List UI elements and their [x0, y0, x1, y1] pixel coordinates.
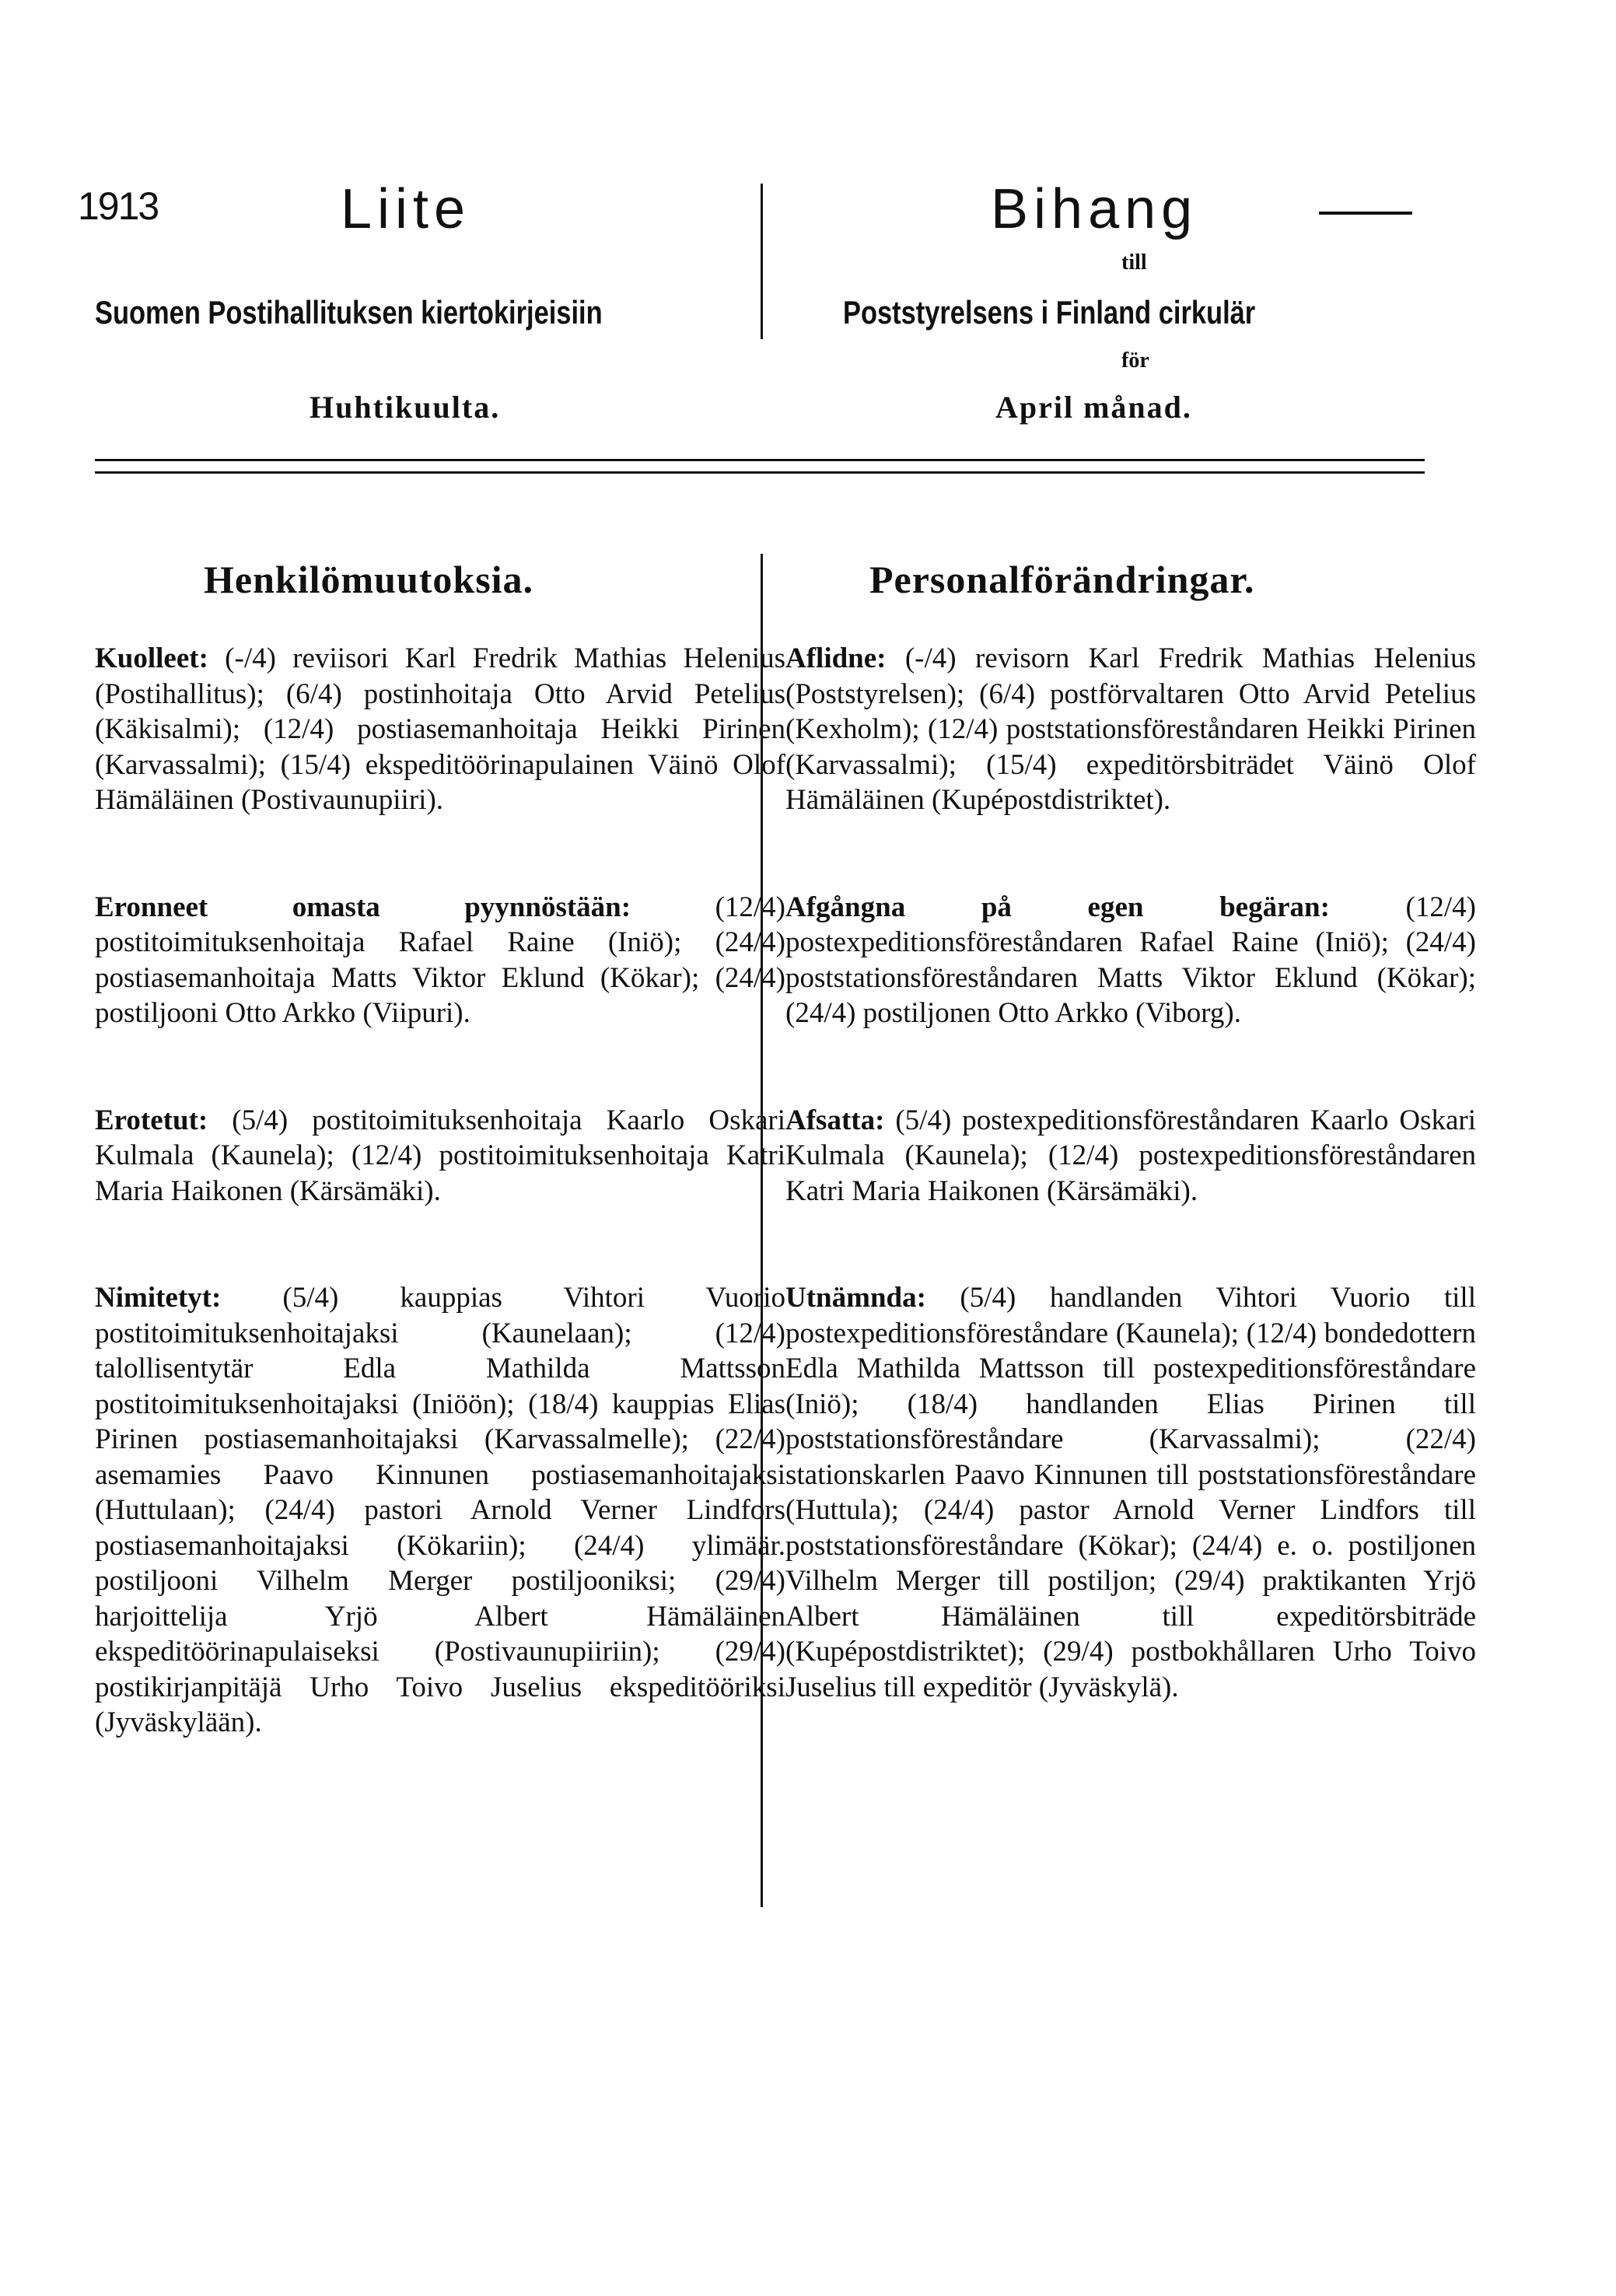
column-swedish — [785, 641, 1476, 1705]
keyword-resigned-fi: Eronneet omasta pyynnöstään: — [95, 891, 631, 923]
header-rule-bottom — [95, 471, 1425, 474]
text-dismissed-fi: (5/4) postitoimituksenhoitaja Kaarlo Oskari Kulmala (Kaunela); (12/4) postitoimituksenhoitaja Katri Maria Haikonen (Kärsämäki). — [95, 1104, 785, 1207]
paragraph-dismissed-sv — [785, 1103, 1476, 1209]
year: 1913 — [78, 184, 159, 228]
text-appointed-sv: (5/4) handlanden Vihtori Vuorio till postexpeditionsföreståndare (Kaunela); (12/4) bondedottern Edla Mathilda Mattsson till postexpeditionsföreståndare (Iniö); (18/4) handlanden Elias Pirinen till poststationsföreståndare (Karvassalmi); (22/4) stationskarlen Paavo Kinnunen till poststationsföreståndare (Huttula); (24/4) pastor Arnold Verner Lindfors till poststationsföreståndare (Kökar); (24/4) e. o. postiljonen Vilhelm Merger till postiljon; (29/4) praktikanten Yrjö Albert Hämäläinen till expeditörsbiträde (Kupépostdistriktet); (29/4) postbokhållaren Urho Toivo Juselius till expeditör (Jyväskylä). — [785, 1282, 1476, 1703]
paragraph-resigned-fi — [95, 890, 785, 1031]
paragraph-appointed-fi — [95, 1280, 785, 1741]
text-resigned-fi: (12/4) postitoimituksenhoitaja Rafael Raine (Iniö); (24/4) postiasemanhoitaja Matts Viktor Eklund (Kökar); (24/4) postiljooni Otto Arkko (Viipuri). — [95, 891, 785, 1029]
text-deceased-sv: (-/4) revisorn Karl Fredrik Mathias Helenius (Poststyrelsen); (6/4) postförvaltaren Otto Arvid Petelius (Kexholm); (12/4) poststationsföreståndaren Heikki Pirinen (Karvassalmi); (15/4) expeditörsbiträdet Väinö Olof Hämäläinen (Kupépostdistriktet). — [785, 642, 1476, 816]
heading-finnish: Henkilömuutoksia. — [204, 558, 534, 601]
connector-for: för — [1121, 348, 1149, 373]
paragraph-resigned-sv — [785, 890, 1476, 1031]
paragraph-deceased-fi — [95, 641, 785, 818]
text-deceased-fi: (-/4) reviisori Karl Fredrik Mathias Helenius (Postihallitus); (6/4) postinhoitaja Otto Arvid Petelius (Käkisalmi); (12/4) postiasemanhoitaja Heikki Pirinen (Karvassalmi); (15/4) ekspeditöörinapulainen Väinö Olof Hämäläinen (Postivaunupiiri). — [95, 642, 785, 816]
keyword-appointed-fi: Nimitetyt: — [95, 1282, 222, 1314]
keyword-dismissed-fi: Erotetut: — [95, 1104, 208, 1136]
title-dash-rule — [1319, 212, 1412, 215]
title-swedish: Bihang — [991, 178, 1198, 240]
paragraph-deceased-sv — [785, 641, 1476, 818]
keyword-deceased-sv: Aflidne: — [785, 642, 887, 674]
header-rule-top — [95, 459, 1425, 461]
keyword-appointed-sv: Utnämnda: — [785, 1282, 926, 1314]
text-resigned-sv: (12/4) postexpeditionsföreståndaren Rafael Raine (Iniö); (24/4) poststationsföreståndaren Matts Viktor Eklund (Kökar); (24/4) postiljonen Otto Arkko (Viborg). — [785, 891, 1476, 1029]
title-finnish: Liite — [341, 178, 471, 240]
month-swedish: April månad. — [995, 390, 1192, 425]
text-dismissed-sv: (5/4) postexpeditionsföreståndaren Kaarlo Oskari Kulmala (Kaunela); (12/4) postexpeditionsföreståndaren Katri Maria Haikonen (Kärsämäki). — [785, 1104, 1476, 1207]
column-finnish — [95, 641, 785, 1741]
heading-swedish: Personalförändringar. — [869, 558, 1255, 601]
keyword-dismissed-sv: Afsatta: — [785, 1104, 885, 1136]
subtitle-swedish: Poststyrelsens i Finland cirkulär — [843, 294, 1256, 331]
keyword-resigned-sv: Afgångna på egen begäran: — [785, 891, 1330, 923]
connector-till: till — [1121, 250, 1147, 275]
paragraph-dismissed-fi — [95, 1103, 785, 1209]
paragraph-appointed-sv — [785, 1280, 1476, 1705]
month-finnish: Huhtikuulta. — [310, 390, 501, 425]
subtitle-finnish: Suomen Postihallituksen kiertokirjeisiin — [95, 294, 603, 331]
header-column-divider — [761, 184, 763, 339]
keyword-deceased-fi: Kuolleet: — [95, 642, 208, 674]
text-appointed-fi: (5/4) kauppias Vihtori Vuorio postitoimituksenhoitajaksi (Kaunelaan); (12/4) talollisentytär Edla Mathilda Mattsson postitoimituksenhoitajaksi (Iniöön); (18/4) kauppias Elias Pirinen postiasemanhoitajaksi (Karvassalmelle); (22/4) asemamies Paavo Kinnunen postiasemanhoitajaksi (Huttulaan); (24/4) pastori Arnold Verner Lindfors postiasemanhoitajaksi (Kökariin); (24/4) ylimäär. postiljooni Vilhelm Merger postiljooniksi; (29/4) harjoittelija Yrjö Albert Hämäläinen ekspeditöörinapulaiseksi (Postivaunupiiriin); (29/4) postikirjanpitäjä Urho Toivo Juselius ekspeditööriksi (Jyväskylään). — [95, 1282, 785, 1738]
